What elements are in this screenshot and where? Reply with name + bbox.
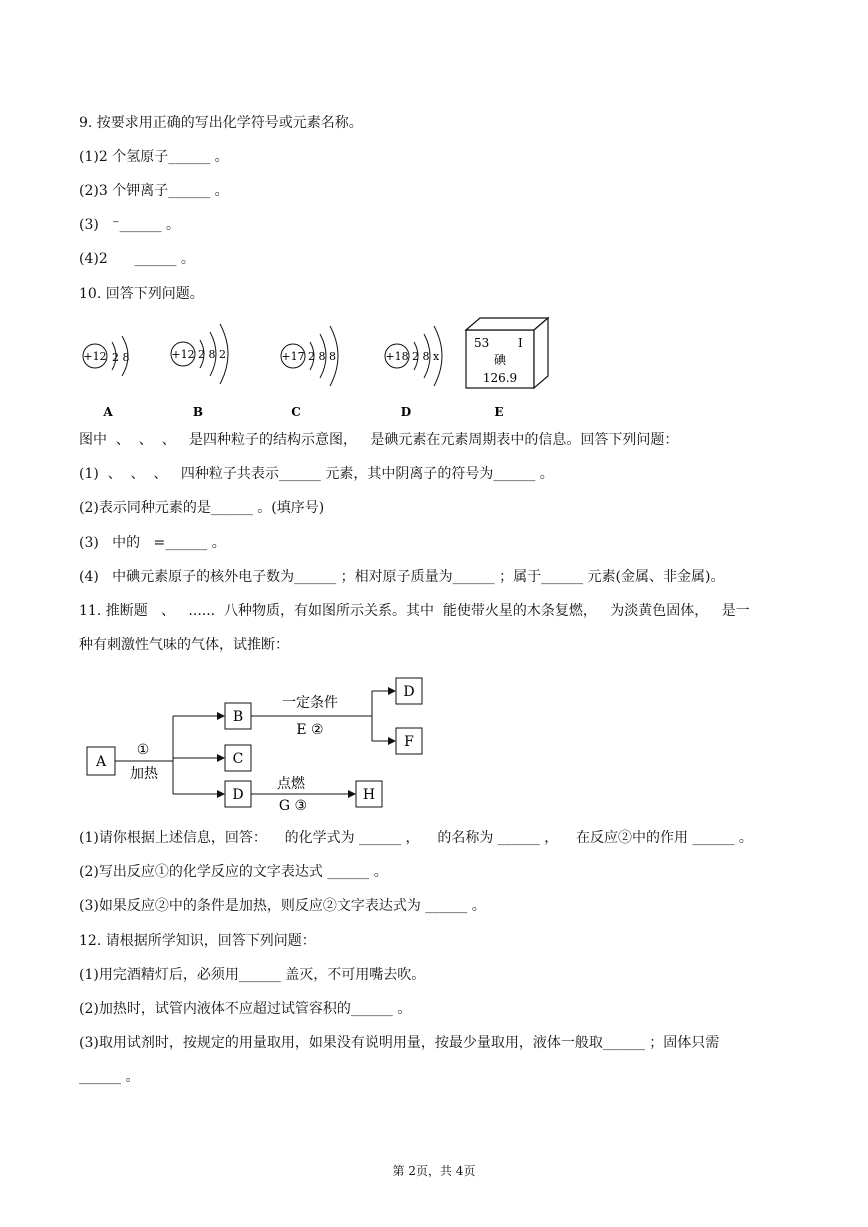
q9-title: 9. 按要求用正确的写出化学符号或元素名称。 xyxy=(79,115,363,131)
q11-title-line1: 11. 推断题 、 ...... 八种物质，有如图所示关系。其中 能使带火星的木条复燃， 为淡黄色固体， 是一 xyxy=(79,603,750,619)
q10-intro: 图中 、 、 、 是四种粒子的结构示意图， 是碘元素在元素周期表中的信息。回答下列问题： xyxy=(79,432,679,448)
q11-title-line2: 种有刺激性气味的气体，试推断： xyxy=(79,637,289,653)
q9-item-3: (3) ⁻______ 。 xyxy=(79,217,181,233)
reaction-2-condition: 一定条件 xyxy=(282,695,338,711)
q9-item-4: (4)2 ______ 。 xyxy=(79,251,195,267)
atom-c-shells: 2 8 8 xyxy=(308,350,336,363)
page-footer: 第 2页，共 4页 xyxy=(392,1164,476,1178)
q10-item-1: (1) 、 、 、 四种粒子共表示______ 元素，其中阴离子的符号为______ 。 xyxy=(79,466,554,482)
atom-d-shells: 2 8 x xyxy=(412,350,440,363)
atom-a-nucleus: +12 xyxy=(83,350,107,363)
q12-item-1: (1)用完酒精灯后，必须用______ 盖灭，不可用嘴去吹。 xyxy=(79,967,426,983)
reaction-flow-diagram xyxy=(80,670,440,815)
atom-c-nucleus: +17 xyxy=(281,350,305,363)
element-name: 碘 xyxy=(493,353,507,367)
node-c: C xyxy=(232,751,244,767)
reaction-3-condition: 点燃 xyxy=(277,776,305,792)
atom-diagram-a xyxy=(83,336,130,419)
element-symbol: I xyxy=(518,336,523,350)
q10-item-3: (3) 中的 =______ 。 xyxy=(79,535,226,551)
q12-item-2: (2)加热时，试管内液体不应超过试管容积的______ 。 xyxy=(79,1001,412,1017)
reaction-1-condition: 加热 xyxy=(130,766,158,782)
node-d: D xyxy=(232,787,244,803)
q10-item-2: (2)表示同种元素的是______ 。(填序号) xyxy=(79,500,325,516)
node-a: A xyxy=(95,754,107,770)
element-iodine-box xyxy=(466,318,548,419)
atom-b-shells: 2 8 2 xyxy=(198,348,226,361)
node-d2: D xyxy=(403,684,415,700)
reaction-1-number: ① xyxy=(136,742,150,758)
q12-item-3: (3)取用试剂时，按规定的用量取用，如果没有说明用量，按最少量取用，液体一般取______ ；固体只需 xyxy=(79,1035,720,1051)
atom-b-label: B xyxy=(192,405,204,419)
atom-c-label: C xyxy=(291,405,301,419)
reaction-3-reactant: G ③ xyxy=(278,798,308,814)
atom-structure-figure xyxy=(70,312,570,422)
atom-a-shells: 2 8 xyxy=(112,351,130,364)
reaction-2-reactant: E ② xyxy=(296,722,324,738)
atom-a-label: A xyxy=(103,405,113,419)
atom-d-label: D xyxy=(400,405,412,419)
element-atomic-number: 53 xyxy=(474,336,490,350)
node-h: H xyxy=(362,787,376,803)
q11-item-2: (2)写出反应①的化学反应的文字表达式 ______ 。 xyxy=(79,864,388,880)
atom-diagram-b xyxy=(171,324,228,419)
element-mass: 126.9 xyxy=(482,371,518,385)
atom-d-nucleus: +18 xyxy=(385,350,409,363)
q9-item-1: (1)2 个氢原子______ 。 xyxy=(79,149,229,165)
atom-diagram-d xyxy=(385,326,442,419)
node-b: B xyxy=(232,709,244,725)
atom-diagram-c xyxy=(281,326,338,419)
q10-item-4: (4) 中碘元素原子的核外电子数为______ ；相对原子质量为______ ；属于______ 元素(金属、非金属)。 xyxy=(79,569,725,585)
atom-b-nucleus: +12 xyxy=(171,348,195,361)
q9-item-2: (2)3 个钾离子______ 。 xyxy=(79,183,229,199)
q12-item-3-cont: ______ 。 xyxy=(79,1069,140,1085)
element-box-label: E xyxy=(494,405,504,419)
node-f: F xyxy=(404,734,414,750)
q11-item-3: (3)如果反应②中的条件是加热，则反应②文字表达式为 ______ 。 xyxy=(79,898,486,914)
q11-item-1: (1)请你根据上述信息，回答： 的化学式为 ______ ， 的名称为 ______ ， 在反应②中的作用 ______ 。 xyxy=(79,830,753,846)
q12-title: 12. 请根据所学知识，回答下列问题： xyxy=(79,933,316,949)
q10-title: 10. 回答下列问题。 xyxy=(79,286,204,302)
